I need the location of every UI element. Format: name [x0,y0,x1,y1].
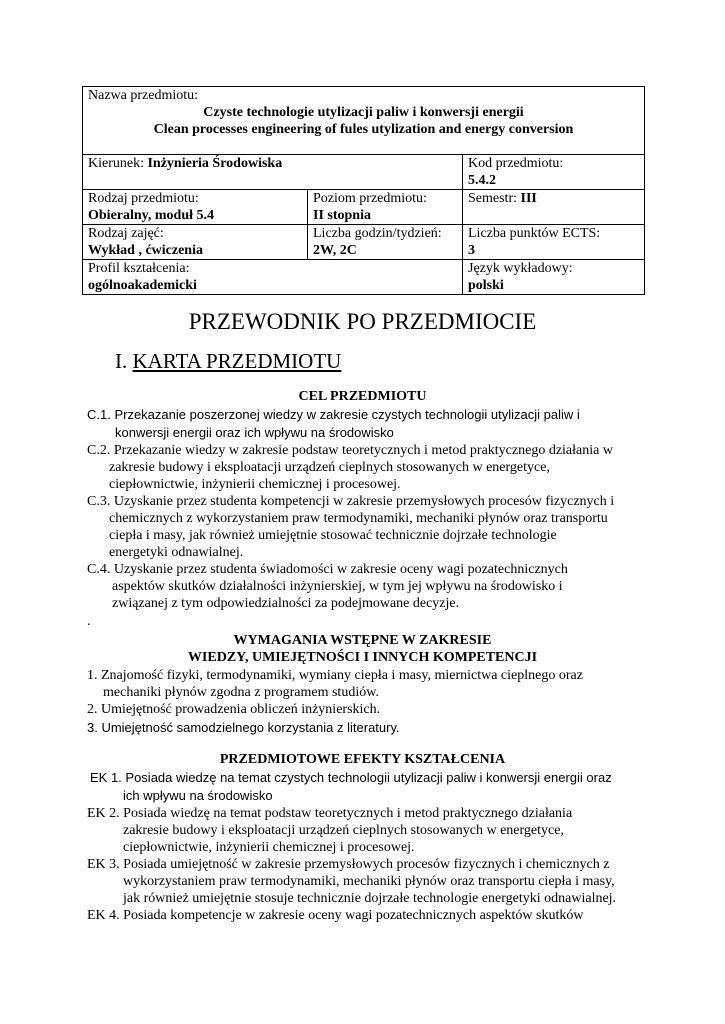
godzin-cell [308,225,463,260]
cel-line: chemicznych z wykorzystaniem praw termodynamiki, mechaniki płynów oraz transportu [109,511,608,526]
cel-line: . [87,614,91,629]
course-name-cell [83,87,645,155]
jezyk-value: polski [468,278,504,293]
ek-line: wykorzystaniem praw termodynamiki, mechaniki płynów oraz transportu ciepła i masy, [123,874,615,889]
cel-line: konwersji energii oraz ich wpływu na środowisko [115,425,394,440]
wym-line: mechaniki płynów zgodna z programem studiów. [103,685,379,700]
cel-line: aspektów skutków działalności inżynierskiej, w tym jej wpływu na środowisko i [112,579,563,594]
course-name-label: Nazwa przedmiotu: [88,88,199,103]
zajec-value: Wykład , ćwiczenia [88,243,203,258]
zajec-label: Rodzaj zajęć: [88,226,164,241]
kod-cell [463,155,645,190]
wym-title-1: WYMAGANIA WSTĘPNE W ZAKRESIE [233,633,492,648]
kierunek-cell [83,155,463,190]
ek-line: ich wpływu na środowisko [123,788,273,803]
kod-value: 5.4.2 [468,173,496,188]
section-title: KARTA PRZEDMIOTU [132,349,342,373]
wym-line: 1. Znajomość fizyki, termodynamiki, wymiany ciepła i masy, miernictwa cieplnego oraz [87,668,583,683]
ek-line: EK 3. Posiada umiejętność w zakresie przemysłowych procesów fizycznych i chemicznych z [87,857,610,872]
cel-line: ciepła i masy, jak również umiejętnie stosować technicznie dojrzałe technologie [109,528,557,543]
wym-line: 3. Umiejętność samodzielnego korzystania z literatury. [87,720,400,735]
jezyk-label: Język wykładowy: [468,261,573,276]
rodzaj-label: Rodzaj przedmiotu: [88,191,199,206]
ek-title: PRZEDMIOTOWE EFEKTY KSZTAŁCENIA [219,752,506,767]
cel-line: ciepłownictwie, inżynierii chemicznej i procesowej. [109,477,401,492]
course-title-en: Clean processes engineering of fules utylization and energy conversion [153,122,574,137]
kierunek-label: Kierunek: [88,156,148,171]
ek-line: EK 4. Posiada kompetencje w zakresie oceny wagi pozatechnicznych aspektów skutków [87,908,584,923]
godzin-label: Liczba godzin/tydzień: [313,226,442,241]
poziom-value: II stopnia [313,208,371,223]
course-title-pl: Czyste technologie utylizacji paliw i konwersji energii [203,105,524,120]
profil-label: Profil kształcenia: [88,261,190,276]
ects-label: Liczba punktów ECTS: [468,226,601,241]
ects-value: 3 [468,243,475,258]
rodzaj-value: Obieralny, moduł 5.4 [88,208,215,223]
ects-cell [463,225,645,260]
cel-line: C.3. Uzyskanie przez studenta kompetencji w zakresie przemysłowych procesów fizycznych i [87,494,615,509]
cel-line: C.4. Uzyskanie przez studenta świadomości w zakresie oceny wagi pozatechnicznych [87,562,568,577]
kierunek-value: Inżynieria Środowiska [147,156,283,171]
wym-title-2: WIEDZY, UMIEJĘTNOŚCI I INNYCH KOMPETENCJI [187,650,538,665]
cel-line: energetyki odnawialnej. [109,545,244,560]
ek-line: jak również umiejętnie stosuje technicznie dojrzałe technologie energetyki odnawialnej. [123,891,617,906]
poziom-cell [308,190,463,225]
cel-title: CEL PRZEDMIOTU [298,389,427,404]
kod-label: Kod przedmiotu: [468,156,564,171]
poziom-label: Poziom przedmiotu: [313,191,427,206]
ek-line: ciepłownictwie, inżynierii chemicznej i procesowej. [123,840,415,855]
section-number: I. [115,349,133,373]
profil-value: ogólnoakademicki [88,278,197,293]
wym-line: 2. Umiejętność prowadzenia obliczeń inżynierskich. [87,702,381,717]
course-info-table [82,86,645,295]
section-heading [115,348,341,374]
ek-line: EK 1. Posiada wiedzę na temat czystych technologii utylizacji paliw i konwersji energii oraz [90,770,612,785]
guide-heading: PRZEWODNIK PO PRZEDMIOCIE [188,309,537,334]
profil-cell [83,260,463,295]
godzin-value: 2W, 2C [313,243,357,258]
semestr-label: Semestr: [468,191,521,206]
rodzaj-cell [83,190,308,225]
ek-line: EK 2. Posiada wiedzę na temat podstaw teoretycznych i metod praktycznego działania [87,806,573,821]
cel-line: C.2. Przekazanie wiedzy w zakresie podstaw teoretycznych i metod praktycznego działania w [87,443,613,458]
cel-line: C.1. Przekazanie poszerzonej wiedzy w zakresie czystych technologii utylizacji paliw i [87,407,580,422]
ek-line: zakresie budowy i eksploatacji urządzeń cieplnych stosowanych w energetyce, [123,823,564,838]
cel-line: zakresie budowy i eksploatacji urządzeń cieplnych stosowanych w energetyce, [109,460,550,475]
jezyk-cell [463,260,645,295]
semestr-value: III [520,191,537,206]
semestr-cell [463,190,645,225]
cel-line: związanej z tym odpowiedzialności za podejmowane decyzje. [112,596,460,611]
zajec-cell [83,225,308,260]
